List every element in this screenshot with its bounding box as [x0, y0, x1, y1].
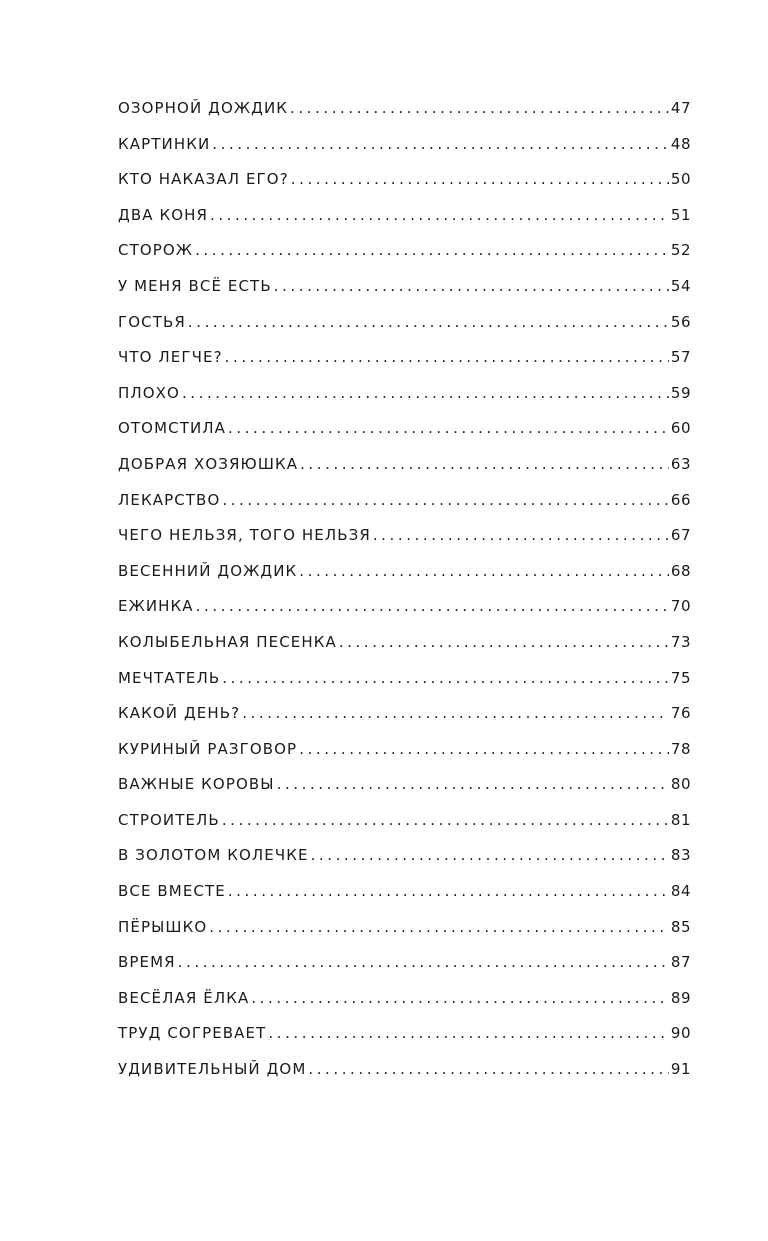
dot-leader — [188, 313, 669, 331]
toc-entry-title: ВРЕМЯ — [118, 953, 176, 972]
toc-entry — [118, 313, 691, 349]
toc-entry-title: ДВА КОНЯ — [118, 205, 208, 224]
dot-leader — [195, 241, 669, 259]
toc-entry-title: ДОБРАЯ ХОЗЯЮШКА — [118, 454, 299, 473]
toc-entry-page: 48 — [670, 134, 691, 153]
toc-entry — [118, 953, 691, 989]
toc-entry-title: КТО НАКАЗАЛ ЕГО? — [118, 170, 289, 189]
toc-entry-page: 63 — [670, 454, 691, 473]
toc-entry — [118, 526, 691, 562]
dot-leader — [291, 170, 669, 188]
toc-entry-title: КАКОЙ ДЕНЬ? — [118, 704, 241, 723]
toc-entry-page: 50 — [670, 170, 691, 189]
toc-entry — [118, 740, 691, 776]
dot-leader — [290, 99, 669, 117]
dot-leader — [268, 1024, 669, 1042]
toc-entry — [118, 491, 691, 527]
dot-leader — [242, 704, 669, 722]
toc-entry-page: 81 — [670, 810, 691, 829]
toc-entry-page: 68 — [670, 561, 691, 580]
toc-entry-title: КУРИНЫЙ РАЗГОВОР — [118, 739, 298, 758]
toc-entry — [118, 384, 691, 420]
toc-entry-title: ОТОМСТИЛА — [118, 419, 227, 438]
toc-entry — [118, 989, 691, 1025]
toc-entry — [118, 775, 691, 811]
toc-entry-title: ПЛОХО — [118, 383, 180, 402]
toc-entry-page: 80 — [670, 775, 691, 794]
dot-leader — [277, 775, 669, 793]
toc-entry-title: ВЕСЕННИЙ ДОЖДИК — [118, 561, 298, 580]
dot-leader — [300, 455, 669, 473]
toc-entry — [118, 597, 691, 633]
dot-leader — [222, 491, 669, 509]
toc-entry-page: 78 — [670, 739, 691, 758]
toc-entry-page: 52 — [670, 241, 691, 260]
toc-entry-title: КОЛЫБЕЛЬНАЯ ПЕСЕНКА — [118, 632, 337, 651]
dot-leader — [339, 633, 669, 651]
toc-entry-page: 57 — [670, 348, 691, 367]
toc-entry — [118, 562, 691, 598]
dot-leader — [274, 277, 669, 295]
dot-leader — [225, 348, 669, 366]
toc-entry-page: 85 — [670, 917, 691, 936]
toc-entry-title: КАРТИНКИ — [118, 134, 211, 153]
toc-entry — [118, 170, 691, 206]
toc-entry-title: ОЗОРНОЙ ДОЖДИК — [118, 99, 289, 117]
toc-entry-page: 76 — [670, 704, 691, 723]
dot-leader — [196, 597, 669, 615]
toc-entry-page: 89 — [670, 988, 691, 1007]
toc-entry-page: 60 — [670, 419, 691, 438]
toc-entry — [118, 99, 691, 135]
toc-entry — [118, 206, 691, 242]
dot-leader — [222, 811, 669, 829]
toc-entry-title: СТОРОЖ — [118, 241, 194, 260]
toc-entry-title: ЧТО ЛЕГЧЕ? — [118, 348, 223, 367]
toc-entry-title: ГОСТЬЯ — [118, 312, 186, 331]
toc-entry — [118, 419, 691, 455]
toc-entry-title: В ЗОЛОТОМ КОЛЕЧКЕ — [118, 846, 309, 865]
toc-entry-page: 66 — [670, 490, 691, 509]
toc-entry — [118, 704, 691, 740]
toc-entry — [118, 1024, 691, 1060]
dot-leader — [251, 989, 669, 1007]
table-of-contents — [118, 99, 691, 1096]
toc-entry-page: 90 — [670, 1024, 691, 1043]
toc-entry-page: 83 — [670, 846, 691, 865]
dot-leader — [228, 419, 669, 437]
toc-entry-page: 70 — [670, 597, 691, 616]
dot-leader — [308, 1060, 669, 1078]
dot-leader — [210, 206, 669, 224]
toc-entry — [118, 135, 691, 171]
toc-entry-page: 87 — [670, 953, 691, 972]
toc-entry-page: 51 — [670, 205, 691, 224]
dot-leader — [212, 135, 669, 153]
toc-entry-page: 59 — [670, 383, 691, 402]
toc-entry-title: ЧЕГО НЕЛЬЗЯ, ТОГО НЕЛЬЗЯ — [118, 526, 371, 545]
toc-entry — [118, 633, 691, 669]
toc-entry-page: 75 — [670, 668, 691, 687]
toc-entry-title: ЛЕКАРСТВО — [118, 490, 221, 509]
dot-leader — [222, 669, 669, 687]
toc-entry — [118, 277, 691, 313]
toc-entry-page: 91 — [670, 1060, 691, 1079]
dot-leader — [299, 562, 669, 580]
toc-entry-title: ВЕСЁЛАЯ ЁЛКА — [118, 988, 250, 1007]
toc-entry — [118, 1060, 691, 1096]
toc-entry — [118, 669, 691, 705]
toc-entry — [118, 241, 691, 277]
dot-leader — [373, 526, 669, 544]
toc-entry-title: МЕЧТАТЕЛЬ — [118, 668, 221, 687]
toc-entry-page: 54 — [670, 276, 691, 295]
toc-entry-title: СТРОИТЕЛЬ — [118, 810, 220, 829]
dot-leader — [311, 846, 669, 864]
toc-entry-page: 67 — [670, 526, 691, 545]
toc-entry-title: ПЁРЫШКО — [118, 917, 208, 936]
toc-entry — [118, 348, 691, 384]
toc-entry — [118, 918, 691, 954]
toc-entry — [118, 846, 691, 882]
toc-entry-page: 73 — [670, 632, 691, 651]
toc-entry-title: У МЕНЯ ВСЁ ЕСТЬ — [118, 276, 272, 295]
toc-entry-title: ЕЖИНКА — [118, 597, 194, 616]
toc-entry-title: УДИВИТЕЛЬНЫЙ ДОМ — [118, 1060, 307, 1079]
toc-entry — [118, 455, 691, 491]
toc-entry — [118, 882, 691, 918]
dot-leader — [209, 918, 669, 936]
toc-entry-title: ВАЖНЫЕ КОРОВЫ — [118, 775, 275, 794]
dot-leader — [182, 384, 669, 402]
dot-leader — [228, 882, 669, 900]
toc-entry — [118, 811, 691, 847]
toc-entry-title: ВСЕ ВМЕСТЕ — [118, 882, 226, 901]
toc-entry-page: 56 — [670, 312, 691, 331]
toc-entry-page: 47 — [670, 99, 691, 117]
toc-entry-page: 84 — [670, 882, 691, 901]
toc-entry-title: ТРУД СОГРЕВАЕТ — [118, 1024, 267, 1043]
dot-leader — [299, 740, 669, 758]
dot-leader — [178, 953, 669, 971]
